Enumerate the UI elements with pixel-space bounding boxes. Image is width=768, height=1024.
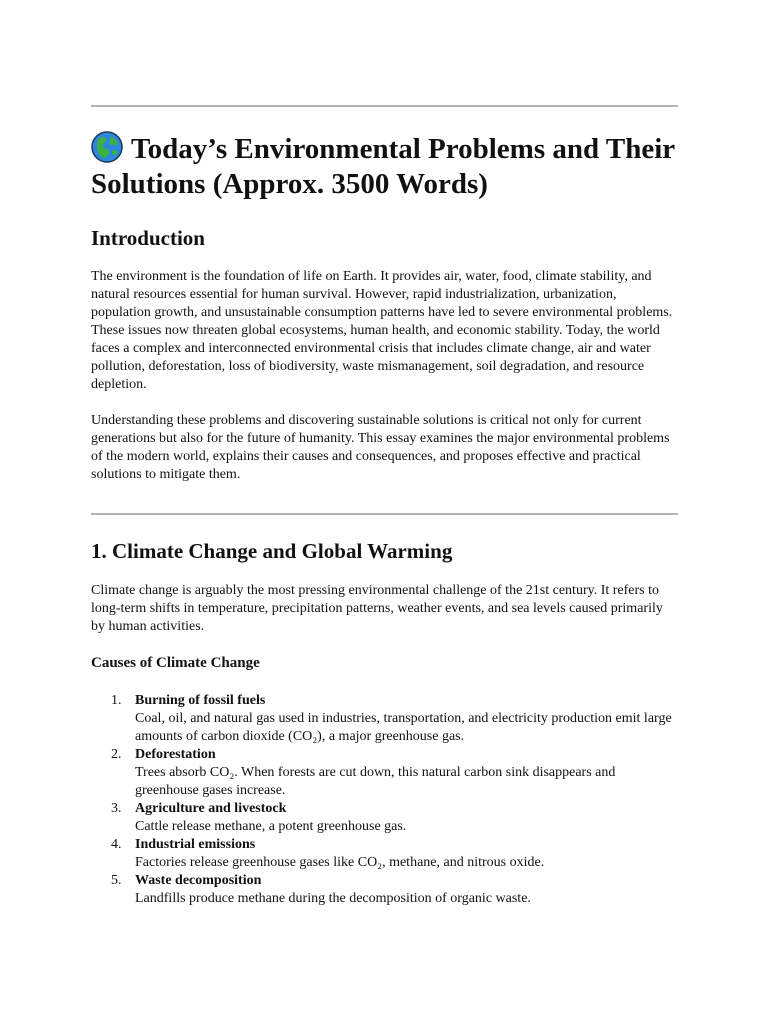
- list-item-title: Agriculture and livestock: [135, 801, 287, 816]
- horizontal-divider: [91, 105, 678, 107]
- section-heading-climate-change: 1. Climate Change and Global Warming: [91, 539, 453, 563]
- list-item-description: Landfills produce methane during the decomposition of organic waste.: [135, 891, 531, 906]
- introduction-heading: Introduction: [91, 226, 205, 250]
- list-item-number: 3.: [111, 801, 122, 816]
- intro-paragraph-1: The environment is the foundation of life on Earth. It provides air, water, food, climate stability, and natural resources essential for human survival. However, rapid industrialization, urbanization, population growth, and unsustainable consumption patterns have led to severe environmental problems. These issues now threaten global ecosystems, human health, and economic stability. Today, the world faces a complex and interconnected environmental crisis that includes climate change, air and water pollution, deforestation, loss of biodiversity, waste mismanagement, soil degradation, and resource depletion.: [91, 269, 673, 392]
- list-item-number: 2.: [111, 747, 122, 762]
- globe-icon: [91, 131, 123, 163]
- list-item-title: Deforestation: [135, 747, 216, 762]
- list-item-description: Factories release greenhouse gases like CO₂, methane, and nitrous oxide.: [135, 855, 545, 870]
- list-item-title: Industrial emissions: [135, 837, 256, 852]
- list-item-number: 4.: [111, 837, 122, 852]
- list-item-title: Waste decomposition: [135, 873, 262, 888]
- intro-paragraph-2: Understanding these problems and discovering sustainable solutions is critical not only for current generations but also for the future of humanity. This essay examines the major environmental problems of the modern world, explains their causes and consequences, and proposes effective and practical solutions to mitigate them.: [91, 413, 670, 482]
- list-item-number: 1.: [111, 693, 122, 708]
- list-item: [91, 836, 681, 872]
- causes-subheading: Causes of Climate Change: [91, 655, 260, 671]
- list-item-description: Cattle release methane, a potent greenhouse gas.: [135, 819, 407, 834]
- list-item: [91, 746, 681, 800]
- list-item: [91, 692, 681, 746]
- list-item: [91, 872, 681, 908]
- horizontal-divider: [91, 513, 678, 515]
- list-item-description: Coal, oil, and natural gas used in industries, transportation, and electricity production emit large amounts of carbon dioxide (CO₂), a major greenhouse gas.: [135, 711, 672, 744]
- list-item: [91, 800, 681, 836]
- list-item-title: Burning of fossil fuels: [135, 693, 266, 708]
- list-item-description: Trees absorb CO₂. When forests are cut down, this natural carbon sink disappears and greenhouse gases increase.: [135, 765, 616, 798]
- climate-change-paragraph: Climate change is arguably the most pressing environmental challenge of the 21st century. It refers to long-term shifts in temperature, precipitation patterns, weather events, and sea levels caused primarily by human activities.: [91, 583, 663, 634]
- page-title-text: Today’s Environmental Problems and Their Solutions (Approx. 3500 Words): [91, 133, 675, 200]
- list-item-number: 5.: [111, 873, 122, 888]
- page-title: [91, 131, 691, 202]
- causes-list: [91, 692, 681, 908]
